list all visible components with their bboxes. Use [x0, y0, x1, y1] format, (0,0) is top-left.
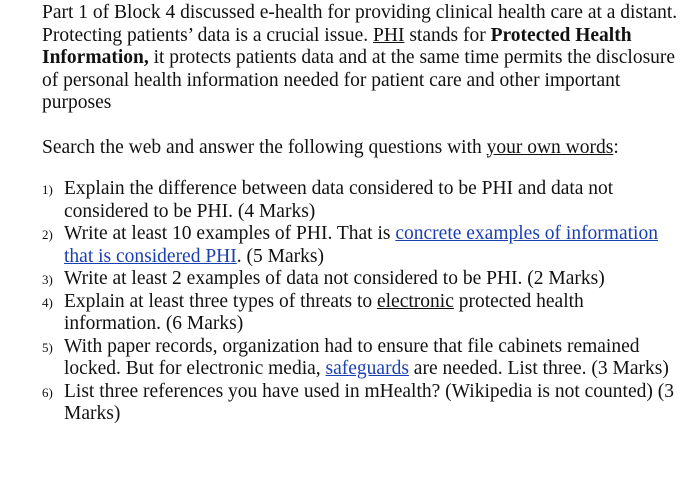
question-text: Write at least 10 examples of PHI. That is	[64, 223, 396, 244]
question-text-end: are needed. List three. (3 Marks)	[408, 358, 669, 379]
question-2	[42, 223, 680, 268]
instructions-paragraph	[42, 137, 680, 160]
question-text: With paper records, organization had to ensure that file cabinets remained locked. But for electronic media,	[64, 335, 640, 379]
intro-text-3: it protects patients data and at the same time permits the disclosure of personal health information needed for patient care and other important purposes	[42, 47, 676, 113]
question-text: Explain at least three types of threats to	[64, 290, 377, 312]
question-number: 5)	[42, 339, 53, 355]
intro-text-1: Part 1 of Block 4 discussed e-health for providing clinical health care at a distant. Protecting patients’ data is a crucial issue.	[42, 2, 678, 46]
question-6	[42, 381, 680, 426]
question-1	[42, 178, 680, 223]
questions-list	[42, 178, 680, 426]
question-number: 6)	[42, 384, 53, 400]
question-3	[42, 268, 680, 291]
intro-paragraph	[42, 2, 680, 115]
question-number: 3)	[42, 272, 53, 287]
question-text: Write at least 2 examples of data not considered to be PHI. (2 Marks)	[64, 268, 605, 289]
instructions-text-2: :	[613, 136, 619, 158]
question-text: List three references you have used in mHealth? (Wikipedia is not counted) (3 Marks)	[64, 380, 674, 424]
question-number: 4)	[42, 294, 53, 310]
electronic-emphasis: electronic	[376, 290, 454, 312]
question-4	[42, 291, 680, 336]
question-5	[42, 336, 680, 381]
intro-text-2: stands for	[404, 24, 491, 46]
question-number: 1)	[42, 182, 53, 197]
phi-examples-link[interactable]: concrete examples of information that is considered PHI	[64, 223, 658, 267]
question-text-end: . (5 Marks)	[236, 245, 324, 267]
phi-term: PHI	[373, 24, 405, 46]
question-text-end: protected health information. (6 Marks)	[64, 290, 584, 334]
safeguards-link[interactable]: safeguards	[325, 358, 409, 379]
phi-definition: Protected Health Information,	[42, 24, 632, 68]
question-number: 2)	[42, 227, 53, 242]
question-text: Explain the difference between data considered to be PHI and data not considered to be PHI. (4 Marks)	[64, 178, 614, 222]
own-words-emphasis: your own words	[486, 136, 614, 158]
instructions-text-1: Search the web and answer the following questions with	[42, 136, 487, 158]
